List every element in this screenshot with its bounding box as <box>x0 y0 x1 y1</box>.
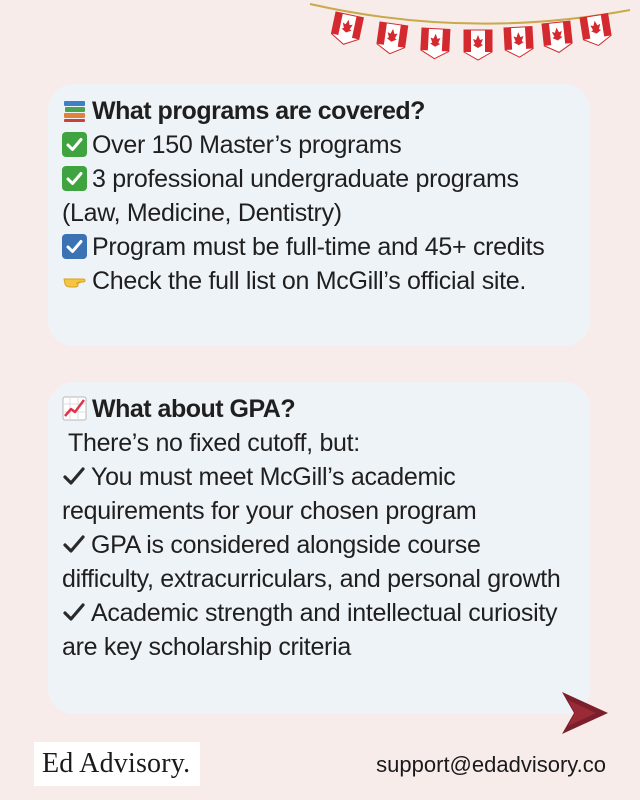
list-item <box>62 162 576 230</box>
gpa-intro: There’s no fixed cutoff, but: <box>68 429 360 457</box>
list-item <box>62 128 576 162</box>
list-item <box>62 230 576 264</box>
flag-bunting-decoration <box>300 0 640 80</box>
list-item-text: GPA is considered alongside course difficulty, extracurriculars, and personal growth <box>62 531 561 593</box>
gpa-heading <box>62 392 576 426</box>
books-icon <box>62 98 87 123</box>
brand-logo: Ed Advisory. <box>34 742 200 786</box>
programs-heading <box>62 94 576 128</box>
programs-card <box>48 84 590 346</box>
green-check-box-icon <box>62 166 87 191</box>
canada-flag-icon <box>542 21 573 54</box>
canada-flag-icon <box>464 30 492 60</box>
blue-check-box-icon <box>62 234 87 259</box>
list-item <box>62 264 576 298</box>
canada-flag-icon <box>420 28 450 59</box>
list-item-text: Program must be full-time and 45+ credits <box>92 233 545 261</box>
list-item-text: You must meet McGill’s academic requirements for your chosen program <box>62 463 477 525</box>
list-item-text: 3 professional undergraduate programs (Law, Medicine, Dentistry) <box>62 165 519 227</box>
programs-heading-text: What programs are covered? <box>92 97 425 125</box>
canada-flag-icon <box>580 14 612 48</box>
chart-increasing-icon <box>62 396 87 421</box>
canada-flag-icon <box>330 12 364 47</box>
next-arrow-icon[interactable] <box>560 690 610 736</box>
list-item-text: Check the full list on McGill’s official site. <box>92 267 527 295</box>
check-mark-icon <box>62 464 86 488</box>
list-item <box>62 460 576 528</box>
check-mark-icon <box>62 600 86 624</box>
support-email[interactable]: support@edadvisory.co <box>376 752 606 777</box>
list-item <box>62 528 576 596</box>
pointing-hand-icon <box>62 268 87 293</box>
list-item <box>62 596 576 664</box>
canada-flag-icon <box>504 27 534 58</box>
list-item-text: Academic strength and intellectual curiosity are key scholarship criteria <box>62 599 558 661</box>
canada-flag-icon <box>376 22 408 56</box>
check-mark-icon <box>62 532 86 556</box>
green-check-box-icon <box>62 132 87 157</box>
gpa-heading-text: What about GPA? <box>92 395 296 423</box>
list-item-text: Over 150 Master’s programs <box>92 131 402 159</box>
gpa-card <box>48 382 590 714</box>
